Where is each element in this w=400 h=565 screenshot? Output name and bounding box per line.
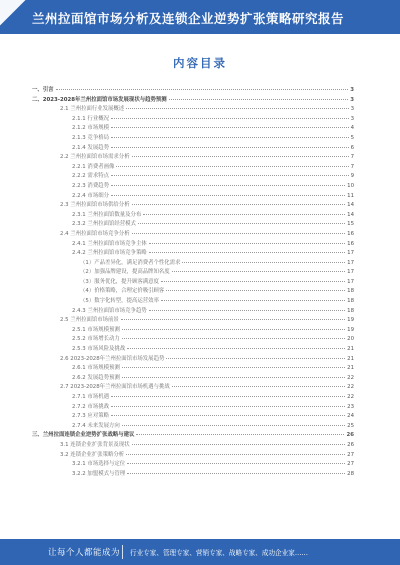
toc-entry[interactable] [32,96,354,106]
toc-entry-page: 17 [347,269,354,276]
toc-entry[interactable] [32,249,354,259]
report-title: 兰州拉面馆市场分析及连锁企业逆势扩张策略研究报告 [32,11,345,26]
toc-entry-label: 2.1.4 发展趋势 [72,144,109,151]
toc-entry-page: 19 [347,317,354,324]
toc-leader-dots [111,406,345,407]
toc-leader-dots [122,425,345,426]
toc-entry-label: 2.2.2 需求特点 [72,173,109,180]
toc-entry-label: 2.6.2 发展趋势预测 [72,374,120,381]
toc-entry[interactable] [32,124,354,134]
toc-entry[interactable] [32,431,354,441]
toc-entry-label: 2.7.3 应对策略 [72,413,109,420]
toc-leader-dots [149,252,345,253]
toc-entry-page: 11 [347,192,354,199]
toc-entry-page: 26 [346,432,354,439]
toc-entry-page: 7 [350,163,354,170]
toc-entry-label: 3.2 连锁企业扩张策略分析 [60,451,125,458]
toc-leader-dots [111,185,345,186]
toc-leader-dots [138,223,345,224]
toc-entry-label: 2.6 2023-2028年兰州拉面馆市场发展趋势 [60,355,165,362]
toc-entry-page: 15 [347,221,354,228]
toc-leader-dots [169,99,349,100]
toc-entry-label: 2.2.4 市场细分 [72,192,109,199]
toc-entry[interactable] [32,268,354,278]
toc-entry-label: 3.2.1 市场选择与定位 [72,461,126,468]
toc-leader-dots [166,358,345,359]
toc-entry-label: 2.3.1 兰州拉面馆数量及分布 [72,211,142,218]
toc-entry-label: 2.7.4 未来发展方向 [72,422,120,429]
toc-entry-label: 2.5.2 市场增长动力 [72,336,120,343]
toc-entry-page: 14 [347,211,354,218]
toc-entry[interactable] [32,297,354,307]
toc-entry[interactable] [32,374,354,384]
toc-entry-page: 21 [347,355,354,362]
toc-entry[interactable] [32,412,354,422]
toc-entry-label: 2.2.3 消费趋势 [72,182,109,189]
toc-leader-dots [161,300,345,301]
toc-leader-dots [182,262,345,263]
footer-divider [122,545,123,559]
toc-leader-dots [111,137,349,138]
toc-entry[interactable] [32,345,354,355]
toc-leader-dots [122,329,345,330]
toc-entry-page: 17 [347,259,354,266]
toc-entry-page: 26 [347,441,354,448]
toc-entry-page: 23 [347,403,354,410]
report-header [0,0,400,34]
toc-entry-label: 2.2.1 消费者画像 [72,163,115,170]
toc-entry-page: 22 [347,384,354,391]
toc-leader-dots [122,338,345,339]
toc-entry[interactable] [32,115,354,125]
toc-entry-label: 2.3.2 兰州拉面馆经营模式 [72,221,136,228]
toc-entry-label: 一、引言 [32,87,54,93]
toc-entry-page: 3 [350,106,354,113]
toc-leader-dots [149,243,345,244]
toc-entry-page: 4 [350,125,354,132]
toc-entry-label: 2.6.1 市场规模预测 [72,365,120,372]
toc-entry-label: 2.1.2 市场规模 [72,125,109,132]
toc-entry-label: 2.4 兰州拉面馆市场竞争分析 [60,230,130,237]
toc-entry[interactable] [32,163,354,173]
toc-leader-dots [111,195,345,196]
toc-entry[interactable] [32,326,354,336]
toc-entry-page: 5 [350,134,354,141]
toc-leader-dots [56,89,349,90]
toc-entry[interactable] [32,172,354,182]
toc-leader-dots [136,434,344,435]
toc-leader-dots [127,463,345,464]
toc-entry-page: 20 [347,336,354,343]
toc-entry[interactable] [32,316,354,326]
toc-entry-page: 3 [350,87,354,93]
toc-entry-page: 3 [350,115,354,122]
toc-entry[interactable] [32,240,354,250]
toc-entry-page: 9 [350,173,354,180]
toc-entry[interactable] [32,460,354,470]
toc-entry[interactable] [32,192,354,202]
toc-leader-dots [122,367,345,368]
toc-entry-page: 18 [347,307,354,314]
toc-entry[interactable] [32,259,354,269]
toc-leader-dots [121,319,345,320]
toc-entry-label: 3.1 连锁企业扩张背景及现状 [60,441,130,448]
toc-leader-dots [149,310,345,311]
toc-entry[interactable] [32,441,354,451]
toc-entry-page: 27 [347,451,354,458]
toc-entry-label: 2.2 兰州拉面馆市场需求分析 [60,154,130,161]
footer-tagline: 行业专家、管理专家、营销专家、战略专家、成功企业家…… [130,549,309,557]
toc-entry-page: 6 [350,144,354,151]
toc-entry-page: 21 [347,346,354,353]
toc-entry-page: 24 [347,413,354,420]
toc-entry-page: 17 [347,278,354,285]
toc-entry[interactable] [32,105,354,115]
toc-entry-label: 2.5.3 市场风险及挑战 [72,346,126,353]
toc-leader-dots [132,444,346,445]
toc-entry-page: 27 [347,461,354,468]
toc-entry-label: 2.3 兰州拉面馆市场供给分析 [60,202,130,209]
toc-leader-dots [111,147,349,148]
toc-entry-label: 三、兰州拉面连锁企业逆势扩张战略与建议 [32,432,135,439]
toc-leader-dots [127,348,345,349]
toc-entry-label: 2.4.3 兰州拉面馆市场竞争趋势 [72,307,147,314]
toc-entry-page: 10 [347,182,354,189]
toc-entry-label: 2.7.1 市场机遇 [72,394,109,400]
toc-entry-label: （5）数字化转型，提高运营效率 [80,298,159,305]
toc-entry[interactable] [32,470,354,480]
toc-leader-dots [172,386,345,387]
toc-leader-dots [172,271,345,272]
toc-entry[interactable] [32,144,354,154]
toc-entry-page: 14 [347,202,354,209]
toc-entry-page: 16 [347,230,354,237]
toc-entry-label: 2.7.2 市场挑战 [72,403,109,410]
toc-entry[interactable] [32,422,354,432]
toc-entry-label: 3.2.2 加盟模式与管理 [72,470,126,477]
toc-entry-page: 7 [350,154,354,161]
toc-entry-label: （1）产品差异化，满足消费者个性化需求 [80,259,181,266]
toc-entry[interactable] [32,278,354,288]
toc-entry[interactable] [32,287,354,297]
toc-leader-dots [111,118,349,119]
toc-entry-page: 18 [347,298,354,305]
toc-leader-dots [111,175,349,176]
toc-leader-dots [132,233,346,234]
toc-entry-page: 18 [347,288,354,295]
toc-entry-label: 2.5 兰州拉面馆市场前景 [60,317,119,324]
toc-leader-dots [126,454,345,455]
toc-entry-label: 2.1.3 竞争格局 [72,134,109,141]
toc-entry-label: 2.4.1 兰州拉面馆市场竞争主体 [72,240,147,247]
toc-entry[interactable] [32,86,354,96]
toc-entry-page: 21 [347,365,354,372]
toc-leader-dots [161,281,345,282]
toc-entry-page: 22 [347,374,354,381]
toc-leader-dots [143,214,345,215]
toc-leader-dots [111,415,345,416]
toc-leader-dots [127,473,345,474]
toc-entry[interactable] [32,364,354,374]
toc-leader-dots [111,396,345,397]
toc-entry[interactable] [32,201,354,211]
toc-leader-dots [116,166,348,167]
toc-entry[interactable] [32,230,354,240]
toc-entry[interactable] [32,451,354,461]
toc-entry-label: 2.1 兰州拉面行业发展概述 [60,106,125,113]
toc-entry[interactable] [32,355,354,365]
toc-entry[interactable] [32,335,354,345]
report-footer [0,539,400,565]
toc-entry-page: 25 [347,422,354,429]
toc-entry-label: （4）价格策略，合理定价吸引顾客 [80,288,165,295]
toc-leader-dots [166,290,345,291]
toc-leader-dots [126,108,348,109]
toc-entry-label: 2.7 2023-2028年兰州拉面馆市场机遇与挑战 [60,384,170,391]
toc-entry[interactable] [32,211,354,221]
toc-leader-dots [132,156,349,157]
toc-leader-dots [132,204,346,205]
toc-entry-label: （3）服务优化，提升顾客满意度 [80,278,159,285]
toc-leader-dots [111,127,349,128]
toc-entry[interactable] [32,403,354,413]
toc-entry[interactable] [32,182,354,192]
toc-entry[interactable] [32,393,354,403]
toc-entry-label: （2）加强品牌建设，提高品牌知名度 [80,269,170,276]
toc-entry[interactable] [32,134,354,144]
footer-slogan: 让每个人都能成为 [48,548,121,558]
header-corner-decoration [0,0,26,34]
toc-entry-page: 28 [347,470,354,477]
toc-entry-label: 2.5.1 市场规模预测 [72,326,120,333]
toc-leader-dots [122,377,345,378]
toc-entry-page: 22 [347,394,354,400]
toc-entry-page: 17 [347,250,354,257]
toc-entry-label: 2.1.1 行业概况 [72,115,109,122]
toc-entry-label: 2.4.2 兰州拉面馆市场竞争策略 [72,250,147,257]
toc-entry-page: 19 [347,326,354,333]
toc-entry[interactable] [32,153,354,163]
toc-entry[interactable] [32,383,354,393]
toc-entry[interactable] [32,307,354,317]
toc-entry[interactable] [32,220,354,230]
toc-heading: 内容目录 [173,56,227,70]
toc-entry-page: 16 [347,240,354,247]
toc-entry-page: 3 [350,96,354,103]
table-of-contents [32,86,354,479]
toc-entry-label: 二、2023-2028年兰州拉面馆市场发展现状与趋势预测 [32,96,167,103]
